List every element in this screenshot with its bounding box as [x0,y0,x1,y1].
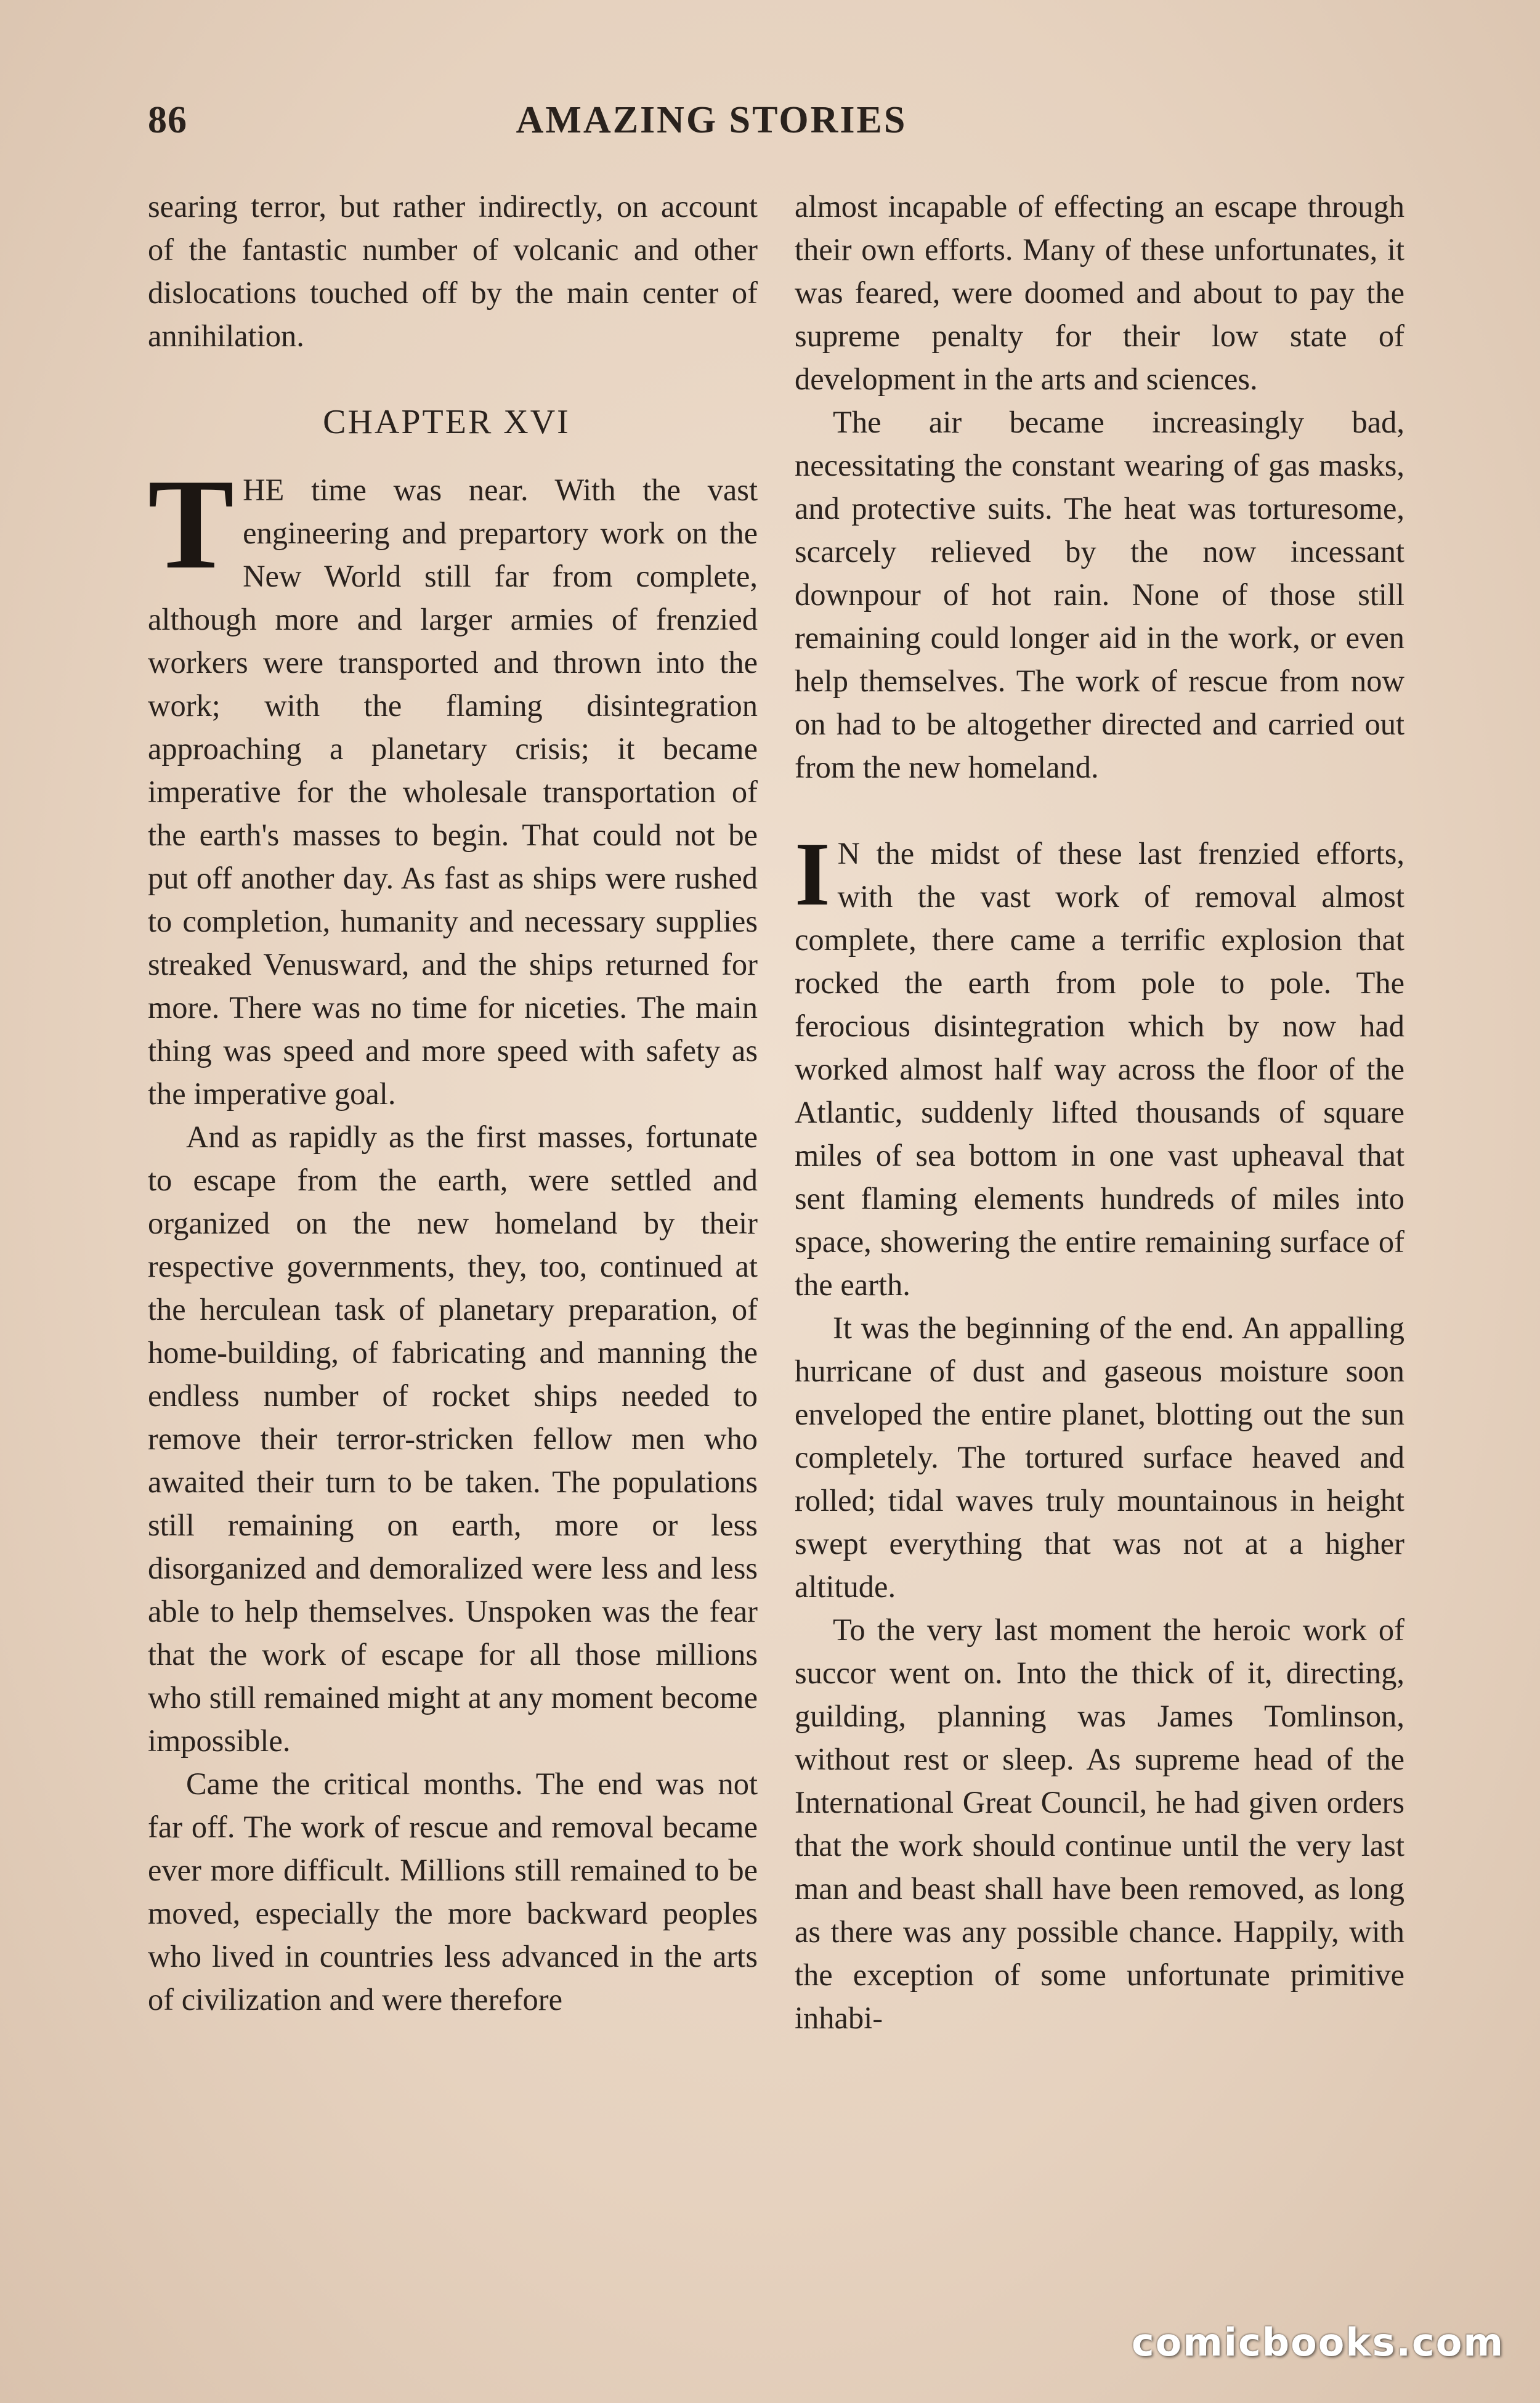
paragraph-beginning-of-end: It was the beginning of the end. An appalling hurricane of dust and gaseous moisture soon enveloped the entire planet, blotting out the sun completely. The tortured surface heaved and rolled; tidal waves truly mountainous in height swept everything that was not at a higher altitude. [795,1311,1404,1604]
paragraph-last-moment: To the very last moment the heroic work of succor went on. Into the thick of it, directing, guilding, planning was James Tomlinson, without rest or sleep. As supreme head of the International Great Council, he had given orders that the work should continue until the very last man and beast shall have been removed, as long as there was any possible chance. Happily, with the exception of some unfortunate primitive inhabi- [795,1612,1404,2035]
section-opening-paragraph [795,824,1404,1306]
page-number: 86 [148,99,187,141]
paragraph-masses: And as rapidly as the first masses, fortunate to escape from the earth, were settled and organized on the new homeland by their respective governments, they, too, continued at the herculean task of planetary preparation, of home-building, of fabricating and manning the endless number of rocket ships needed to remove their terror-stricken fellow men who awaited their turn to be taken. The populations still remaining on earth, more or less disorganized and demoralized were less and less able to help themselves. Unspoken was the fear that the work of escape for all those millions who still remained might at any moment become impossible. [148,1120,758,1758]
drop-cap-i: I [795,824,830,925]
left-column [148,185,758,2021]
site-watermark: comicbooks.com [1131,2320,1504,2365]
chapter-opening-text: HE time was near. With the vast engineering and prepartory work on the New World still far from complete, although more and larger armies of frenzied workers were transported and thrown into the work; with the flaming disintegration approaching a planetary crisis; it became imperative for the wholesale transportation of the earth's masses to begin. That could not be put off another day. As fast as ships were rushed to completion, humanity and necessary supplies streaked Venusward, and the ships returned for more. There was no time for niceties. The main thing was speed and more speed with safety as the imperative goal. [148,473,758,1111]
paragraph-continued-left: searing terror, but rather indirectly, on account of the fantastic number of volcanic and other dislocations touched off by the main center of annihilation. [148,189,758,353]
paragraph-critical-months: Came the critical months. The end was not far off. The work of rescue and removal became ever more difficult. Millions still remained to be moved, especially the more backward peoples who lived in countries less advanced in the arts of civilization and were therefore [148,1767,758,2017]
magazine-title: AMAZING STORIES [516,99,907,141]
right-column [795,185,1404,2039]
paragraph-air: The air became increasingly bad, necessitating the constant wearing of gas masks, and protective suits. The heat was torturesome, scarcely relieved by the now incessant downpour of hot rain. None of those still remaining could longer aid in the work, or even help themselves. The work of rescue from now on had to be altogether directed and carried out from the new homeland. [795,405,1404,784]
section-opening-text: N the midst of these last frenzied efforts, with the vast work of removal almost complete, there came a terrific explosion that rocked the earth from pole to pole. The ferocious disintegration which by now had worked almost half way across the floor of the Atlantic, suddenly lifted thousands of square miles of sea bottom in one vast upheaval that sent flaming elements hundreds of miles into space, showering the entire remaining surface of the earth. [795,836,1404,1302]
running-header [148,99,1404,154]
chapter-opening-paragraph [148,453,758,1115]
chapter-heading: CHAPTER XVI [323,403,570,441]
paragraph-continued-right: almost incapable of effecting an escape through their own efforts. Many of these unfortunates, it was feared, were doomed and about to pay the supreme penalty for their low state of development in the arts and sciences. [795,189,1404,396]
drop-cap-t: T [148,453,235,596]
